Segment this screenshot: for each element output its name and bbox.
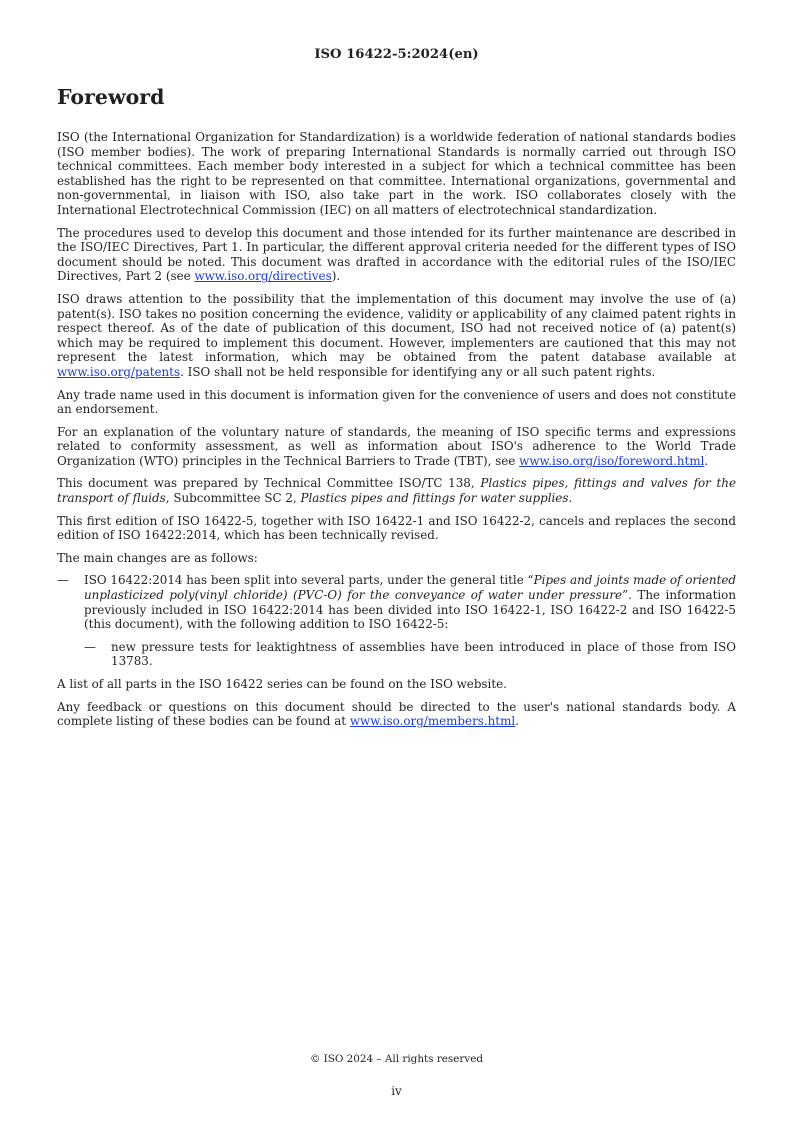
patents-link[interactable]: www.iso.org/patents xyxy=(57,364,181,379)
paragraph-voluntary-nature xyxy=(57,425,736,469)
committee-mid: , Subcommittee SC 2, xyxy=(165,491,301,506)
subcommittee-title: Plastics pipes and fittings for water supplies. xyxy=(300,491,573,506)
paragraph-patents-end: . ISO shall not be held responsible for identifying any or all such patent rights. xyxy=(180,364,656,379)
paragraph-procedures xyxy=(57,226,736,284)
change-item-pre: ISO 16422:2014 has been split into several parts, under the general title “ xyxy=(84,573,534,588)
paragraph-trade-name: Any trade name used in this document is information given for the convenience of users and does not constitute an endorsement. xyxy=(57,387,736,417)
change-item-general-title: Pipes and joints made of oriented unplasticized poly(vinyl chloride) (PVC-O) for the conveyance of water under pressure xyxy=(84,573,737,603)
dash-bullet: — xyxy=(57,573,69,588)
change-item-text xyxy=(84,573,736,631)
paragraph-committee xyxy=(57,476,736,505)
foreword-link[interactable]: www.iso.org/iso/foreword.html xyxy=(519,453,705,468)
paragraph-main-changes: The main changes are as follows: xyxy=(57,550,258,565)
paragraph-patents-text: ISO draws attention to the possibility that the implementation of this document may involve the use of (a) patent(s). ISO takes no position concerning the evidence, validity or applicability of any claimed patent rights in respect thereof. As of the date of publication of this document, ISO had not received notice of (a) patent(s) which may be required to implement this document. However, implementers are cautioned that this may not represent the latest information, which may be obtained from the patent database available at xyxy=(57,291,736,365)
paragraph-feedback-end: . xyxy=(515,714,519,729)
change-item-post: ”. The information previously included in ISO 16422:2014 has been divided into ISO 16422-1, ISO 16422-2 and ISO 16422-5 (this document), with the following addition to ISO 16422-5: xyxy=(84,588,737,632)
change-item xyxy=(57,573,736,631)
members-link[interactable]: www.iso.org/members.html xyxy=(349,714,516,729)
committee-title: Plastics pipes, fittings and valves for the transport of fluids xyxy=(57,476,736,506)
paragraph-series-list: A list of all parts in the ISO 16422 series can be found on the ISO website. xyxy=(57,677,507,691)
paragraph-patents xyxy=(57,292,736,380)
dash-bullet: — xyxy=(84,639,96,654)
copyright-footer: © ISO 2024 – All rights reserved xyxy=(309,1053,484,1065)
foreword-body xyxy=(57,130,736,737)
committee-pre: This document was prepared by Technical Committee ISO/TC 138, xyxy=(57,476,481,491)
directives-link[interactable]: www.iso.org/directives xyxy=(194,269,332,284)
paragraph-voluntary-end: . xyxy=(704,453,709,468)
paragraph-feedback xyxy=(57,700,736,729)
change-subitem xyxy=(84,640,736,669)
paragraph-edition: This first edition of ISO 16422-5, together with ISO 16422-1 and ISO 16422-2, cancels and replaces the second edition of ISO 16422:2014, which has been technically revised. xyxy=(57,513,736,543)
page-number: iv xyxy=(391,1084,402,1098)
paragraph-iso-intro: ISO (the International Organization for Standardization) is a worldwide federation of national standards bodies (ISO member bodies). The work of preparing International Standards is normally carried out through ISO technical committees. Each member body interested in a subject for which a technical committee has been established has the right to be represented on that committee. International organizations, governmental and non-governmental, in liaison with ISO, also take part in the work. ISO collaborates closely with the International Electrotechnical Commission (IEC) on all matters of electrotechnical standardization. xyxy=(57,130,736,217)
paragraph-voluntary-text: For an explanation of the voluntary nature of standards, the meaning of ISO specific terms and expressions related to conformity assessment, as well as information about ISO's adherence to the World Trade Organization (WTO) principles in the Technical Barriers to Trade (TBT), see xyxy=(57,424,736,468)
change-subitem-text: new pressure tests for leaktightness of assemblies have been introduced in place of those from ISO 13783. xyxy=(111,639,736,669)
paragraph-procedures-end: ). xyxy=(331,269,341,284)
page-title: Foreword xyxy=(57,85,165,109)
paragraph-procedures-text: The procedures used to develop this document and those intended for its further maintenance are described in the ISO/IEC Directives, Part 1. In particular, the different approval criteria needed for the different types of ISO document should be noted. This document was drafted in accordance with the editorial rules of the ISO/IEC Directives, Part 2 (see xyxy=(57,225,736,284)
document-id-header: ISO 16422-5:2024(en) xyxy=(314,47,479,62)
paragraph-feedback-text: Any feedback or questions on this document should be directed to the user's national standards body. A complete listing of these bodies can be found at xyxy=(57,699,736,729)
